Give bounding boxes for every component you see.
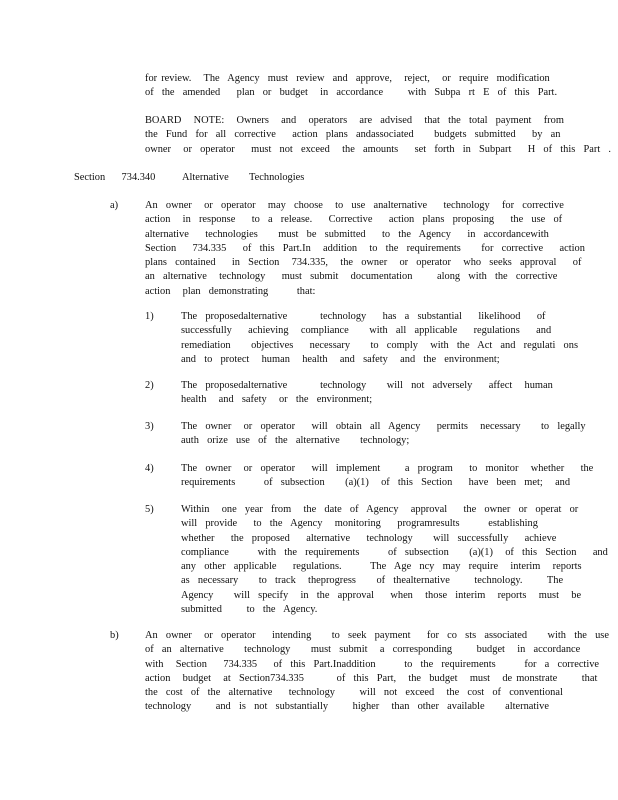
text-line: and to protect human health and safety and the environment; bbox=[181, 353, 500, 365]
item-4-text bbox=[181, 462, 593, 491]
text-line: alternative technologies must be submitted to the Agency in accordancewith bbox=[145, 228, 549, 240]
text-line: health and safety or the environment; bbox=[181, 394, 373, 406]
item-3-text bbox=[181, 420, 586, 449]
subsection-a-text bbox=[145, 199, 585, 299]
subsection-a-label: a) bbox=[110, 200, 119, 211]
text-line: The proposedalternative technology will not adversely affect human bbox=[181, 380, 553, 391]
text-line: submitted to the Agency. bbox=[181, 604, 318, 616]
text-line: of the amended plan or budget in accordance with Subpa rt E of this Part. bbox=[145, 87, 558, 99]
text-line: the Fund for all corrective action plans andassociated budgets submitted by an bbox=[145, 129, 561, 141]
text-line: An owner or operator intending to seek payment for co sts associated with the use bbox=[145, 630, 609, 641]
board-note bbox=[145, 114, 611, 157]
item-1-label: 1) bbox=[145, 311, 154, 322]
text-line: owner or operator must not exceed the amounts set forth in Subpart H of this Part . bbox=[145, 143, 612, 155]
text-line: action in response to a release. Corrective action plans proposing the use of bbox=[145, 214, 563, 226]
item-4-label: 4) bbox=[145, 463, 154, 474]
section-title-text: Alternative Technologies bbox=[182, 172, 305, 183]
text-line: action plan demonstrating that: bbox=[145, 285, 316, 297]
text-line: for review. The Agency must review and approve, reject, or require modification bbox=[145, 73, 550, 84]
text-line: plans contained in Section 734.335, the owner or operator who seeks approval of bbox=[145, 257, 582, 269]
item-1-text bbox=[181, 310, 578, 367]
section-title bbox=[182, 171, 304, 185]
text-line: technology and is not substantially higher than other available alternative bbox=[145, 701, 549, 713]
text-line: requirements of subsection (a)(1) of this Section have been met; and bbox=[181, 477, 571, 489]
text-line: An owner or operator may choose to use analternative technology for corrective bbox=[145, 200, 564, 211]
text-line: whether the proposed alternative technology will successfully achieve bbox=[181, 532, 557, 544]
item-2-label: 2) bbox=[145, 380, 154, 391]
text-line: Agency will specify in the approval when those interim reports must be bbox=[181, 589, 582, 601]
text-line: an alternative technology must submit documentation along with the corrective bbox=[145, 271, 558, 283]
item-2-text bbox=[181, 379, 553, 408]
text-line: The proposedalternative technology has a substantial likelihood of bbox=[181, 311, 546, 322]
section-number bbox=[74, 171, 155, 185]
text-line: action budget at Section734.335 of this Part, the budget must de monstrate that bbox=[145, 672, 598, 684]
text-line: Section 734.335 of this Part.In addition to the requirements for corrective action bbox=[145, 242, 585, 254]
text-line: Within one year from the date of Agency approval the owner or operat or bbox=[181, 504, 579, 515]
text-line: successfully achieving compliance with all applicable regulations and bbox=[181, 325, 552, 337]
section-number-text: Section 734.340 bbox=[74, 172, 156, 183]
text-line: remediation objectives necessary to comply with the Act and regulati ons bbox=[181, 339, 578, 351]
text-line: will provide to the Agency monitoring programresults establishing bbox=[181, 518, 538, 530]
subsection-b-text bbox=[145, 629, 609, 715]
text-line: BOARD NOTE: Owners and operators are advised that the total payment from bbox=[145, 115, 564, 126]
text-line: compliance with the requirements of subsection (a)(1) of this Section and bbox=[181, 546, 608, 558]
text-line: as necessary to track theprogress of thealternative technology. The bbox=[181, 575, 564, 587]
review-paragraph bbox=[145, 72, 557, 101]
subsection-b-label: b) bbox=[110, 630, 119, 641]
text-line: the cost of the alternative technology will not exceed the cost of conventional bbox=[145, 687, 563, 699]
text-line: with Section 734.335 of this Part.Inaddition to the requirements for a corrective bbox=[145, 658, 600, 670]
item-5-label: 5) bbox=[145, 504, 154, 515]
text-line: The owner or operator will obtain all Agency permits necessary to legally bbox=[181, 421, 586, 432]
text-line: any other applicable regulations. The Age ncy may require interim reports bbox=[181, 561, 582, 573]
item-5-text bbox=[181, 503, 608, 617]
text-line: The owner or operator will implement a program to monitor whether the bbox=[181, 463, 594, 474]
text-line: of an alternative technology must submit a corresponding budget in accordance bbox=[145, 644, 581, 656]
text-line: auth orize use of the alternative technology; bbox=[181, 435, 410, 447]
item-3-label: 3) bbox=[145, 421, 154, 432]
